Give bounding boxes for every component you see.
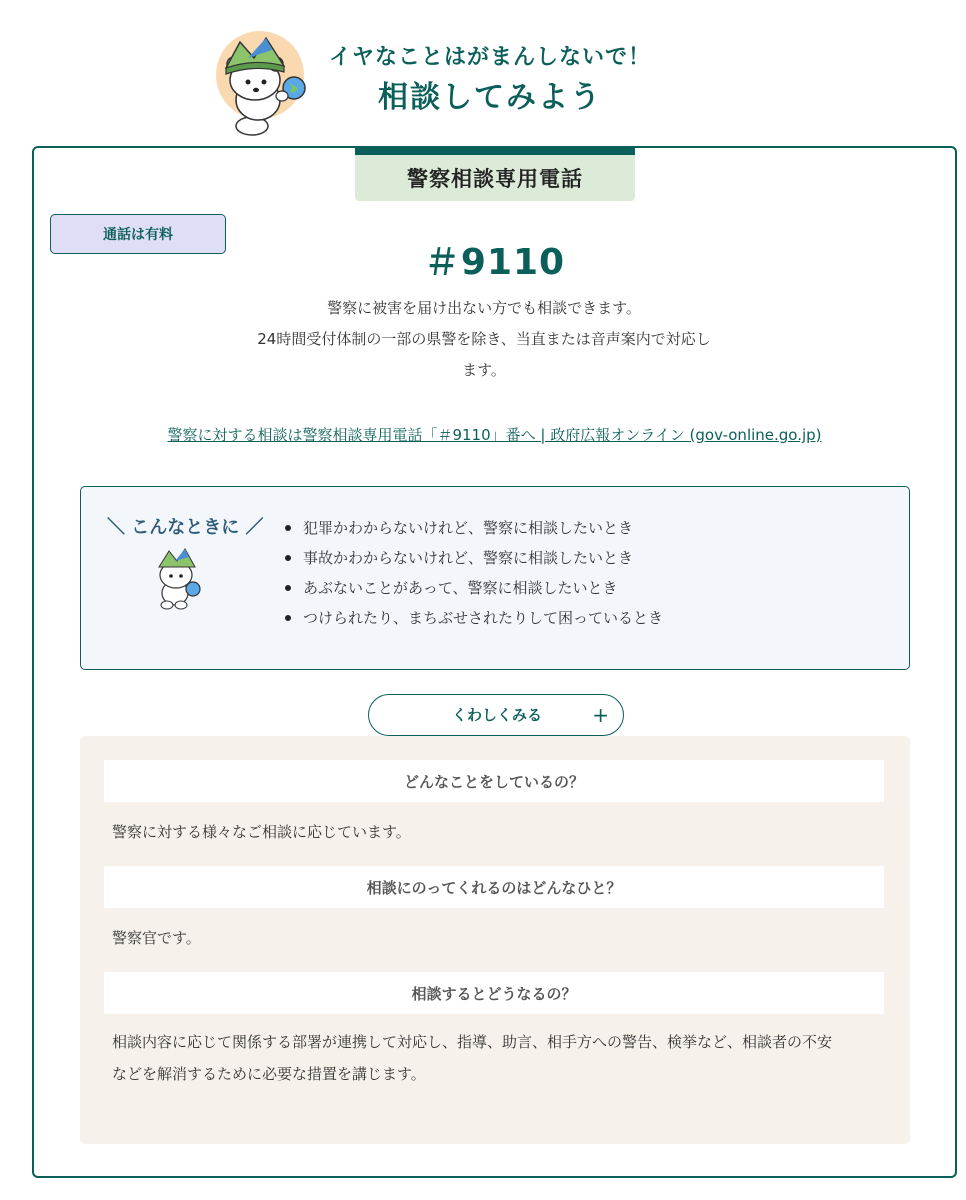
paid-call-badge: 通話は有料 (50, 214, 226, 254)
situation-box (80, 486, 910, 670)
faq-answer-line: 警察官です。 (112, 929, 201, 947)
situation-item: 犯罪かわからないけれど、警察に相談したいとき (285, 513, 663, 543)
situation-item: つけられたり、まちぶせされたりして困っているとき (285, 603, 663, 633)
show-details-button[interactable] (368, 694, 624, 736)
phone-number: ＃9110 (423, 242, 566, 283)
consultation-card (32, 146, 957, 1178)
gov-online-link[interactable]: 警察に対する相談は警察相談専用電話「＃9110」番へ | 政府広報オンライン (gov-online.go.jp) (167, 426, 822, 444)
faq-question: 相談するとどうなるの？ (104, 972, 884, 1014)
faq-answer-line: 警察に対する様々なご相談に応じています。 (112, 823, 411, 841)
situation-item: あぶないことがあって、警察に相談したいとき (285, 573, 663, 603)
mascot-character-image (210, 30, 310, 138)
page-header (0, 0, 966, 146)
faq-answer (112, 816, 872, 848)
header-title: 相談してみよう (378, 80, 602, 115)
description-line: 24時間受付体制の一部の県警を除き、当直または音声案内で対応し (257, 330, 711, 348)
faq-answer-line: 相談内容に応じて関係する部署が連携して対応し、指導、助言、相手方への警告、検挙など、相談者の不安 (112, 1033, 833, 1051)
card-title-tab: 警察相談専用電話 (355, 146, 635, 201)
faq-panel (80, 736, 910, 1144)
situation-heading: ＼ こんなときに ／ (107, 517, 264, 538)
plus-icon: + (592, 703, 609, 727)
header-subtitle: イヤなことはがまんしないで！ (328, 45, 651, 70)
faq-answer-line: などを解消するために必要な措置を講じます。 (112, 1065, 426, 1083)
faq-answer (112, 922, 872, 954)
description-line: 警察に被害を届け出ない方でも相談できます。 (327, 299, 641, 317)
situation-list (285, 513, 663, 633)
mascot-small-image (149, 545, 207, 611)
situation-item: 事故かわからないけれど、警察に相談したいとき (285, 543, 663, 573)
description-line: ます。 (462, 361, 506, 379)
show-details-label: くわしくみる (451, 706, 542, 724)
service-description (224, 293, 744, 386)
faq-question: 相談にのってくれるのはどんなひと？ (104, 866, 884, 908)
faq-answer (112, 1026, 872, 1090)
faq-question: どんなことをしているの？ (104, 760, 884, 802)
